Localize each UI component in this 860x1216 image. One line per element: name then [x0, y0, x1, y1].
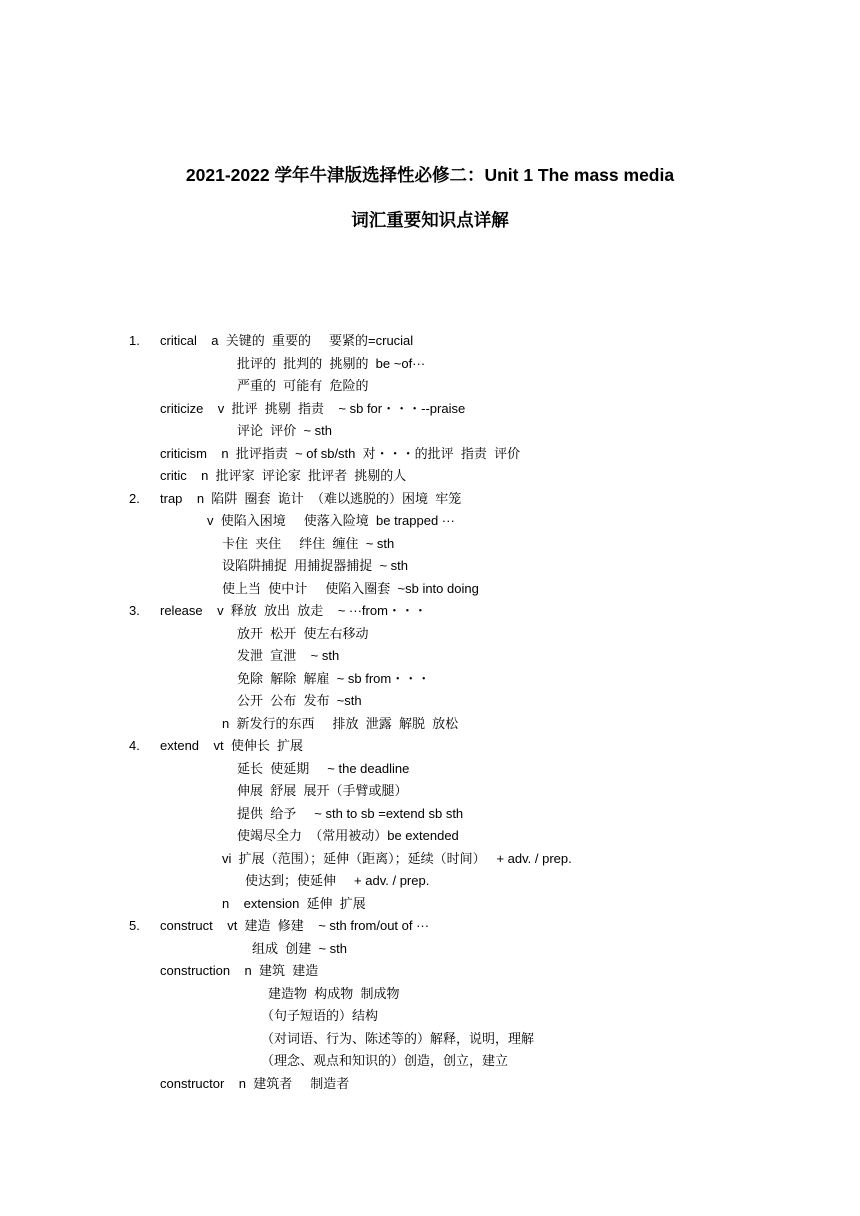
- vocab-line: [0, 690, 860, 713]
- entry-text: critic n 批评家 评论家 批评者 挑剔的人: [160, 468, 407, 483]
- entry-text: construct vt 建造 修建 ~ sth from/out of ···: [160, 918, 430, 933]
- vocab-line: [0, 375, 860, 398]
- vocab-line: [0, 780, 860, 803]
- vocab-line: [0, 510, 860, 533]
- entry-text: 免除 解除 解雇 ~ sb from・・・: [237, 670, 431, 686]
- entry-text: 使竭尽全力 （常用被动）be extended: [237, 828, 459, 843]
- vocab-line: [0, 420, 860, 443]
- vocab-line: [0, 1005, 860, 1028]
- vocab-line: [0, 623, 860, 646]
- entry-text: （对词语、行为、陈述等的）解释，说明，理解: [261, 1030, 535, 1046]
- entry-text: 组成 创建 ~ sth: [252, 940, 347, 956]
- entry-text: 评论 评价 ~ sth: [237, 423, 332, 438]
- vocab-line: [0, 1050, 860, 1073]
- vocab-line: [0, 578, 860, 601]
- vocab-line: [0, 960, 860, 983]
- entry-text: constructor n 建筑者 制造者: [160, 1075, 350, 1091]
- entry-text: 卡住 夹住 绊住 缠住 ~ sth: [222, 535, 395, 551]
- vocab-line: [0, 758, 860, 781]
- vocab-line: [0, 893, 860, 916]
- vocab-line: [0, 443, 860, 466]
- vocab-line: [0, 870, 860, 893]
- vocab-line: [0, 555, 860, 578]
- entry-text: criticize v 批评 挑剔 指责 ~ sb for・・・--praise: [160, 400, 466, 416]
- entry-text: trap n 陷阱 圈套 诡计 （难以逃脱的）困境 牢笼: [160, 490, 462, 506]
- entry-text: release v 释放 放出 放走 ~ ···from・・・: [160, 603, 427, 618]
- entry-number: 2.: [129, 490, 140, 506]
- entry-text: critical a 关键的 重要的 要紧的=crucial: [160, 333, 414, 348]
- entry-text: criticism n 批评指责 ~ of sb/sth 对・・・的批评 指责 评价: [160, 445, 521, 461]
- entry-text: 使达到；使延伸 + adv. / prep.: [245, 873, 430, 888]
- vocab-line: [0, 533, 860, 556]
- vocab-line: [0, 353, 860, 376]
- entry-text: vi 扩展（范围）；延伸（距离）；延续（时间） + adv. / prep.: [222, 850, 572, 866]
- vocab-line: [0, 488, 860, 511]
- entry-text: construction n 建筑 建造: [160, 963, 319, 978]
- entry-text: n extension 延伸 扩展: [222, 895, 366, 911]
- entry-text: 提供 给予 ~ sth to sb =extend sb sth: [237, 805, 464, 821]
- entry-text: 伸展 舒展 展开（手臂或腿）: [237, 783, 408, 798]
- document-title: 2021-2022 学年牛津版选择性必修二：Unit 1 The mass media: [185, 165, 675, 185]
- entry-text: 严重的 可能有 危险的: [237, 378, 369, 393]
- entry-text: 公开 公布 发布 ~sth: [237, 693, 362, 708]
- vocab-line: [0, 915, 860, 938]
- entry-text: 批评的 批判的 挑剔的 be ~of···: [237, 355, 426, 371]
- entry-text: 使上当 使中计 使陷入圈套 ~sb into doing: [222, 580, 479, 596]
- vocab-line: [0, 600, 860, 623]
- vocab-line: [0, 983, 860, 1006]
- entry-text: 建造物 构成物 制成物: [268, 985, 400, 1001]
- vocab-line: [0, 1028, 860, 1051]
- vocab-line: [0, 668, 860, 691]
- entry-text: 放开 松开 使左右移动: [237, 625, 369, 641]
- entry-number: 1.: [129, 333, 140, 348]
- vocab-line: [0, 803, 860, 826]
- vocab-line: [0, 398, 860, 421]
- vocabulary-list: [0, 330, 860, 1095]
- entry-text: 延长 使延期 ~ the deadline: [237, 760, 410, 776]
- vocab-line: [0, 713, 860, 736]
- vocab-line: [0, 848, 860, 871]
- vocab-line: [0, 465, 860, 488]
- entry-number: 4.: [129, 738, 140, 753]
- entry-text: 发泄 宣泄 ~ sth: [237, 648, 340, 663]
- entry-text: （理念、观点和知识的）创造，创立，建立: [261, 1053, 509, 1068]
- vocab-line: [0, 1073, 860, 1096]
- vocab-line: [0, 330, 860, 353]
- vocab-line: [0, 645, 860, 668]
- vocab-line: [0, 938, 860, 961]
- entry-text: （句子短语的）结构: [261, 1008, 379, 1023]
- vocab-line: [0, 735, 860, 758]
- entry-text: extend vt 使伸长 扩展: [160, 738, 304, 753]
- entry-text: v 使陷入困境 使落入险境 be trapped ···: [207, 513, 455, 528]
- vocab-line: [0, 825, 860, 848]
- entry-number: 3.: [129, 603, 140, 618]
- entry-text: 设陷阱捕捉 用捕捉器捕捉 ~ sth: [222, 558, 408, 573]
- entry-number: 5.: [129, 918, 140, 933]
- entry-text: n 新发行的东西 排放 泄露 解脱 放松: [222, 715, 459, 731]
- document-subtitle: 词汇重要知识点详解: [351, 210, 509, 230]
